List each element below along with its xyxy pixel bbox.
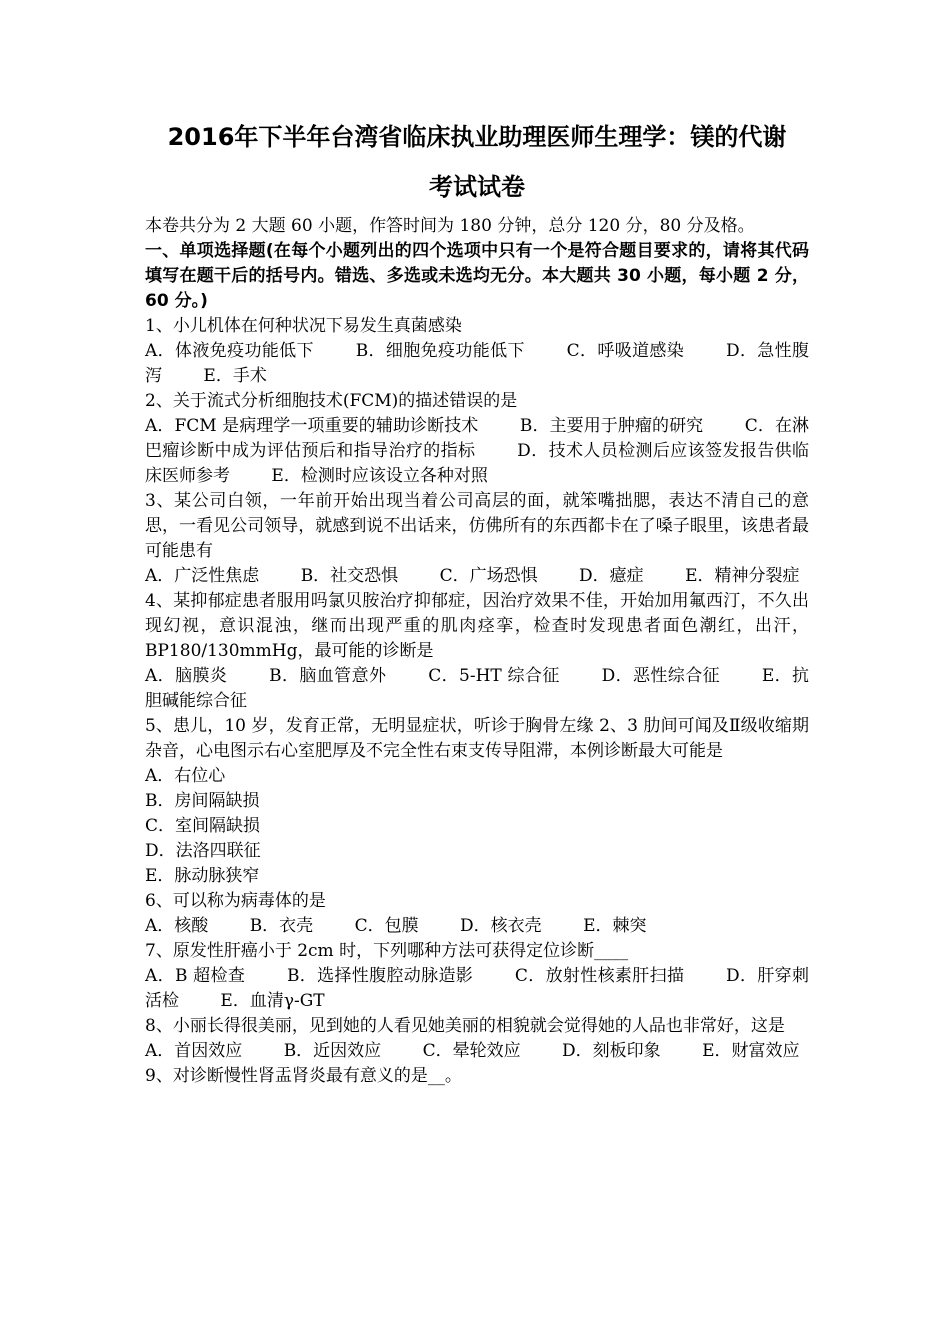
option-c: C．广场恐惧: [439, 566, 538, 586]
option-b: B．房间隔缺损: [145, 791, 260, 811]
option-e: E．财富效应: [702, 1041, 800, 1061]
option-a: A．首因效应: [145, 1041, 243, 1061]
question-1: [145, 314, 809, 389]
option-e: E．棘突: [583, 916, 647, 936]
option-list: [145, 564, 809, 589]
option-d: D．核衣壳: [460, 916, 542, 936]
question-2: [145, 389, 809, 489]
option-e: E．抗胆碱能综合征: [145, 666, 810, 711]
option-b: B．衣壳: [249, 916, 314, 936]
question-list: [145, 314, 809, 1089]
section-heading: 一、单项选择题(在每个小题列出的四个选项中只有一个是符合题目要求的，请将其代码填写在题干后的括号内。错选、多选或未选均无分。本大题共 30 小题，每小题 2 分，60 分。): [145, 241, 809, 311]
option-list: [145, 964, 809, 1014]
option-c: C．放射性核素肝扫描: [514, 966, 685, 986]
option-b: B．脑血管意外: [269, 666, 387, 686]
option-d: D．急性腹泻: [145, 341, 810, 386]
option-list: [145, 1039, 809, 1064]
question-stem: 8、小丽长得很美丽，见到她的人看见她美丽的相貌就会觉得她的人品也非常好，这是: [145, 1016, 785, 1036]
exam-intro: 本卷共分为 2 大题 60 小题，作答时间为 180 分钟，总分 120 分，80 分及格。: [145, 216, 755, 236]
option-c: C．呼吸道感染: [566, 341, 685, 361]
option-c: C．室间隔缺损: [145, 816, 261, 836]
document-page: [145, 112, 809, 1089]
option-e: E．手术: [203, 366, 267, 386]
option-a: A．核酸: [145, 916, 209, 936]
option-e: E．精神分裂症: [685, 566, 800, 586]
option-d: D．癔症: [579, 566, 644, 586]
option-d: D．技术人员检测后应该签发报告供临床医师参考: [145, 441, 810, 486]
question-stem: 3、某公司白领，一年前开始出现当着公司高层的面，就笨嘴拙腮，表达不清自己的意思，一看见公司领导，就感到说不出话来，仿佛所有的东西都卡在了嗓子眼里，该患者最可能患有: [145, 491, 809, 561]
question-stem: 2、关于流式分析细胞技术(FCM)的描述错误的是: [145, 391, 518, 411]
option-a: A．FCM 是病理学一项重要的辅助诊断技术: [145, 416, 479, 436]
option-a: A．右位心: [145, 766, 226, 786]
option-b: B．社交恐惧: [300, 566, 399, 586]
option-d: D．刻板印象: [562, 1041, 661, 1061]
option-e: E．脉动脉狭窄: [145, 866, 260, 886]
option-list: [145, 664, 809, 714]
question-6: [145, 889, 809, 939]
option-a: A．广泛性焦虑: [145, 566, 260, 586]
option-b: B．近因效应: [283, 1041, 382, 1061]
option-e: E．检测时应该设立各种对照: [271, 466, 488, 486]
option-d: D．恶性综合征: [601, 666, 720, 686]
option-list: [145, 764, 809, 889]
option-a: A．B 超检查: [145, 966, 246, 986]
question-4: [145, 589, 809, 714]
option-c: C．晕轮效应: [422, 1041, 521, 1061]
question-7: [145, 939, 809, 1014]
question-stem: 4、某抑郁症患者服用吗氯贝胺治疗抑郁症，因治疗效果不佳，开始加用氟西汀，不久出现幻视，意识混浊，继而出现严重的肌肉痉挛，检查时发现患者面色潮红，出汗，BP180/130mmHg，最可能的诊断是: [145, 591, 809, 661]
document-title-line1: 2016年下半年台湾省临床执业助理医师生理学：镁的代谢: [167, 123, 787, 151]
question-stem: 7、原发性肝癌小于 2cm 时，下列哪种方法可获得定位诊断____: [145, 941, 629, 961]
option-list: [145, 339, 809, 389]
question-5: [145, 714, 809, 889]
option-c: C．在淋巴瘤诊断中成为评估预后和指导治疗的指标: [145, 416, 810, 461]
question-8: [145, 1014, 809, 1064]
option-b: B．主要用于肿瘤的研究: [519, 416, 704, 436]
option-list: [145, 414, 809, 489]
option-a: A．体液免疫功能低下: [145, 341, 314, 361]
document-title-line2: 考试试卷: [429, 173, 525, 201]
option-c: C．包膜: [354, 916, 419, 936]
question-stem: 5、患儿，10 岁，发育正常，无明显症状，听诊于胸骨左缘 2、3 肋间可闻及Ⅱ级收缩期杂音，心电图示右心室肥厚及不完全性右束支传导阻滞，本例诊断最大可能是: [145, 716, 809, 761]
question-stem: 6、可以称为病毒体的是: [145, 891, 326, 911]
question-stem: 1、小儿机体在何种状况下易发生真菌感染: [145, 316, 462, 336]
option-a: A．脑膜炎: [145, 666, 228, 686]
option-list: [145, 914, 809, 939]
option-d: D．肝穿刺活检: [145, 966, 810, 1011]
option-e: E．血清γ-GT: [220, 991, 325, 1011]
option-b: B．选择性腹腔动脉造影: [286, 966, 474, 986]
option-b: B．细胞免疫功能低下: [355, 341, 525, 361]
question-stem: 9、对诊断慢性肾盂肾炎最有意义的是__。: [145, 1066, 462, 1086]
question-9: [145, 1064, 809, 1089]
option-c: C．5-HT 综合征: [428, 666, 560, 686]
option-d: D．法洛四联征: [145, 841, 261, 861]
question-3: [145, 489, 809, 589]
